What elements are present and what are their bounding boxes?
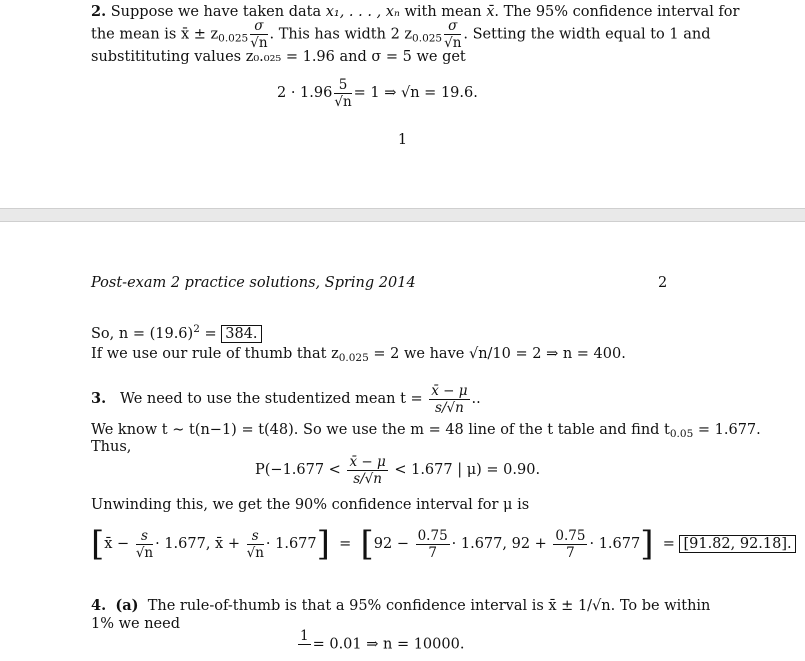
running-header-title: Post-exam 2 practice solutions, Spring 2014 xyxy=(91,275,416,291)
problem-4-equation: 1 = 0.01 ⇒ n = 10000. xyxy=(300,628,465,653)
problem-4-line-2: 1% we need xyxy=(91,616,180,632)
sigma-over-root-n-2: $\frac{\sigma}{√n}$ xyxy=(444,18,462,51)
problem-3-line-2: We know t ∼ t(n−1) = t(48). So we use the m = 48 line of the t table and find $t_{0.05} = 1.677$. xyxy=(91,422,761,440)
problem-4-line-1: 4. (a) The rule-of-thumb is that a 95% confidence interval is x̄ ± 1/√n. To be within xyxy=(91,597,711,614)
problem-3-line-1: 3. We need to use the studentized mean t = $\frac{x̄ - \mu}{s/√n}$ .. xyxy=(91,382,481,416)
problem-number: 4. xyxy=(91,597,107,614)
so-line: So, $n = (19.6)^2 = 384$. xyxy=(91,320,262,343)
problem-number: 3. xyxy=(91,390,107,407)
probability-equation: P(−1.677 < $\frac{x̄ - \mu}{s/√n}$ < 1.677 | μ) = 0.90. xyxy=(255,453,541,487)
problem-number: 2. xyxy=(91,3,107,20)
page-separator xyxy=(0,208,805,222)
problem-2-line-1: 2. Suppose we have taken data x₁, . . . , xₙ with mean x̄. The 95% confidence interval for xyxy=(91,3,740,20)
boxed-answer: 384. xyxy=(221,325,261,343)
problem-2-line-2: the mean is x̄ ± $z_{0.025}$ $\frac{\sigma}{√n}$ . This has width 2 $z_{0.025}$ $\frac{\sigma}{√n}$ . Setting the width equal to 1 and xyxy=(91,18,711,51)
width-equation: 2 · 1.96 $\frac{5}{√n}$ = 1 ⇒ √n = 19.6. xyxy=(277,76,478,110)
document-page-2 xyxy=(0,222,805,653)
page-number-1: 1 xyxy=(397,132,408,148)
rule-of-thumb-line: If we use our rule of thumb that $z_{0.025} = 2$ we have √n/10 = 2 ⇒ n = 400. xyxy=(91,346,626,364)
problem-3-thus: Thus, xyxy=(91,439,132,455)
unwinding-line: Unwinding this, we get the 90% confidence interval for μ is xyxy=(91,497,530,513)
sigma-over-root-n: $\frac{\sigma}{√n}$ xyxy=(250,18,268,51)
problem-2-line-3: substitituting values z₀.₀₂₅ = 1.96 and σ = 5 we get xyxy=(91,49,466,65)
running-header-page: 2 xyxy=(658,275,668,291)
document-page-1 xyxy=(0,0,805,208)
boxed-interval-answer: [91.82, 92.18]. xyxy=(679,535,795,553)
confidence-interval-equation: [x̄ − $\frac{s}{√n}$ · 1.677, x̄ + $\frac{s}{√n}$ · 1.677] = [92 − $\frac{0.75}{7}$ · 1.677, 92 + $\frac{0.75}{7}$ · 1.677] = [91.82, 92.18]. xyxy=(91,526,796,562)
